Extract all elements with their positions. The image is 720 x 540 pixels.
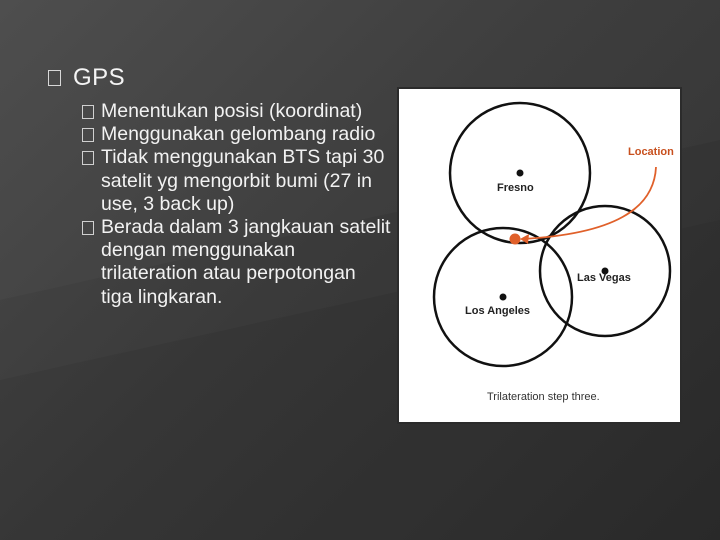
bullet-icon xyxy=(82,151,94,165)
bullet-list xyxy=(82,100,392,309)
bullet-item xyxy=(82,146,392,216)
trilateration-figure xyxy=(397,87,682,424)
fresno-label: Fresno xyxy=(497,182,534,194)
bullet-item xyxy=(82,100,392,123)
bullet-icon xyxy=(82,128,94,142)
location-label: Location xyxy=(628,146,674,158)
los-angeles-dot xyxy=(500,294,507,301)
bullet-item xyxy=(82,216,392,309)
bullet-text: Menentukan posisi (koordinat) xyxy=(101,100,363,122)
bullet-icon xyxy=(82,105,94,119)
trilateration-diagram xyxy=(399,89,680,422)
bullet-text: Tidak menggunakan BTS tapi 30 satelit yg mengorbit bumi (27 in use, 3 back up) xyxy=(101,146,385,215)
slide-title: GPS xyxy=(73,64,126,91)
bullet-item xyxy=(82,123,392,146)
bullet-icon xyxy=(82,221,94,235)
location-marker xyxy=(510,234,521,245)
los-angeles-label: Los Angeles xyxy=(465,305,530,317)
bullet-text: Berada dalam 3 jangkauan satelit dengan menggunakan trilateration atau perpotongan tiga lingkaran. xyxy=(101,216,391,308)
title-bullet-icon xyxy=(48,70,61,86)
las-vegas-label: Las Vegas xyxy=(577,272,631,284)
figure-caption: Trilateration step three. xyxy=(487,391,600,403)
slide-title-row xyxy=(48,64,125,92)
bullet-text: Menggunakan gelombang radio xyxy=(101,123,376,146)
fresno-dot xyxy=(517,170,524,177)
